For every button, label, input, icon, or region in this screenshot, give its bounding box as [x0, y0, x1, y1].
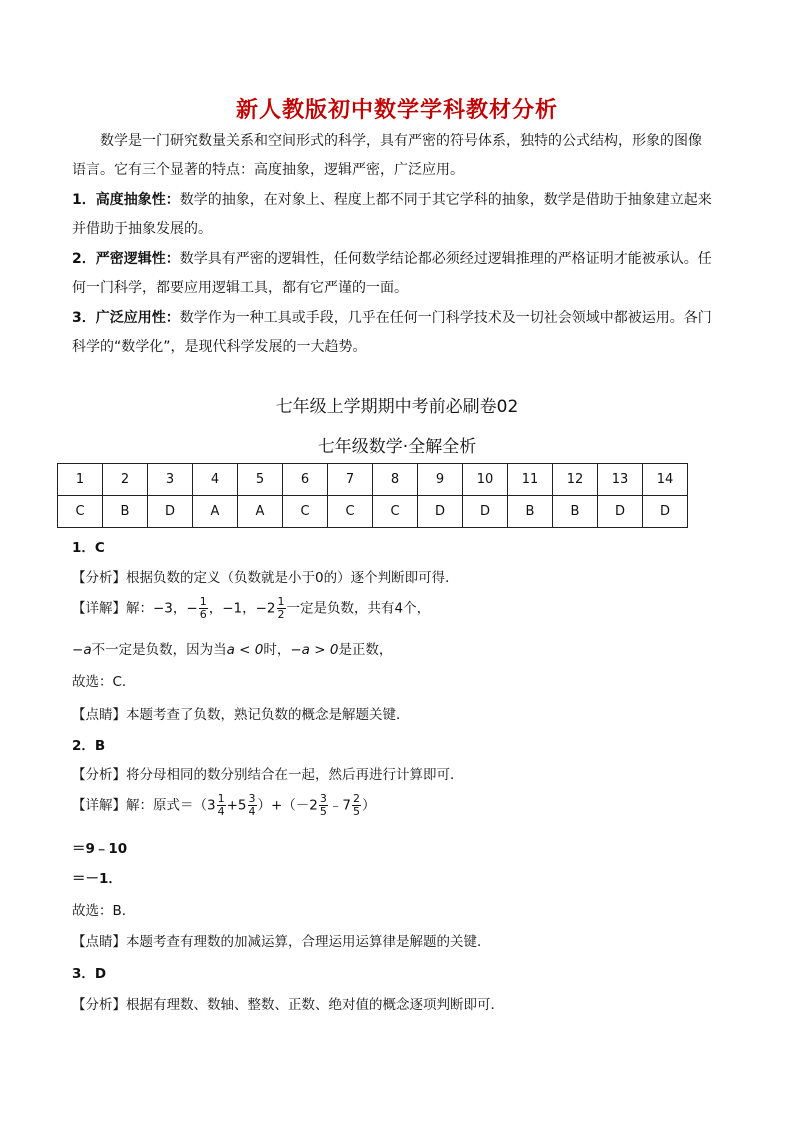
- answer-cell: C: [58, 496, 103, 528]
- q1-fraction-2: [277, 596, 286, 621]
- fraction-denominator: 5: [353, 805, 360, 818]
- q2-comment: 【点睛】本题考查有理数的加减运算，合理运用运算律是解题的关键．: [72, 934, 491, 950]
- q2-detail: [72, 793, 376, 818]
- fraction-numerator: 3: [248, 792, 256, 805]
- question-number-cell: 6: [283, 464, 328, 496]
- q1-term-c: 一定是负数，共有4个，: [286, 600, 431, 617]
- trait-label: 1．高度抽象性：: [72, 192, 180, 208]
- trait-item-1: [72, 186, 712, 244]
- q1-text-f: 是正数，: [338, 642, 393, 658]
- exam-subtitle: 七年级数学·全解全析: [317, 437, 477, 457]
- q2-end: ）: [362, 797, 376, 814]
- q1-detail-line2: [72, 638, 392, 658]
- fraction-numerator: 2: [353, 792, 360, 805]
- q2-fraction-3: [319, 793, 328, 818]
- answer-cell: B: [103, 496, 148, 528]
- q1-heading: 1．C: [72, 540, 105, 556]
- exam-title: 七年级上学期期中考前必刷卷02: [275, 397, 519, 417]
- answer-table-number-row: [58, 464, 688, 496]
- answer-cell: A: [238, 496, 283, 528]
- fraction-denominator: 4: [248, 805, 256, 818]
- question-number-cell: 11: [508, 464, 553, 496]
- answer-cell: D: [418, 496, 463, 528]
- q3-heading: 3．D: [72, 966, 107, 982]
- q3-analysis: 【分析】根据有理数、数轴、整数、正数、绝对值的概念逐项判断即可．: [72, 997, 504, 1013]
- fraction-numerator: 3: [319, 792, 327, 805]
- question-number-cell: 5: [238, 464, 283, 496]
- q1-fraction-1: [199, 596, 208, 621]
- answer-cell: A: [193, 496, 238, 528]
- page-title: 新人教版初中数学学科教材分析: [235, 98, 558, 123]
- answer-cell: C: [283, 496, 328, 528]
- q2-fraction-4: [352, 793, 361, 818]
- question-number-cell: 13: [598, 464, 643, 496]
- q1-minus: −: [72, 642, 84, 658]
- answer-cell: D: [598, 496, 643, 528]
- q1-cond-2: −a > 0: [290, 642, 339, 658]
- answer-cell: C: [373, 496, 418, 528]
- question-number-cell: 9: [418, 464, 463, 496]
- q1-detail: [72, 596, 430, 621]
- q1-term-b: ，−1，−2: [208, 600, 276, 617]
- q1-analysis: 【分析】根据负数的定义（负数就是小于0的）逐个判断即可得．: [72, 570, 459, 586]
- q1-var: a: [83, 642, 92, 658]
- trait-label: 3．广泛应用性：: [72, 310, 180, 326]
- q2-step-1: ＝9﹣10: [72, 841, 128, 857]
- intro-paragraph: 数学是一门研究数量关系和空间形式的科学，具有严密的符号体系，独特的公式结构，形象的图像语言。它有三个显著的特点：高度抽象，逻辑严密，广泛应用。: [72, 133, 702, 178]
- answer-cell: D: [643, 496, 688, 528]
- q1-comment: 【点睛】本题考查了负数，熟记负数的概念是解题关键．: [72, 707, 410, 723]
- question-number-cell: 3: [148, 464, 193, 496]
- trait-text: 数学的抽象，在对象上、程度上都不同于其它学科的抽象，数学是借助于抽象建立起来并借助于抽象发展的。: [72, 192, 712, 237]
- question-number-cell: 7: [328, 464, 373, 496]
- q1-cond: a < 0: [226, 642, 264, 658]
- q2-analysis: 【分析】将分母相同的数分别结合在一起，然后再进行计算即可．: [72, 767, 464, 783]
- answer-table: [57, 463, 688, 528]
- q2-fraction-1: [217, 793, 226, 818]
- question-number-cell: 4: [193, 464, 238, 496]
- answer-cell: D: [463, 496, 508, 528]
- q1-detail-prefix: 【详解】解：: [72, 600, 153, 617]
- answer-cell: B: [553, 496, 598, 528]
- q2-mid-2: ）+（－2: [257, 797, 318, 814]
- trait-text: 数学作为一种工具或手段，几乎在任何一门科学技术及一切社会领域中都被运用。各门科学的“数学化”，是现代科学发展的一大趋势。: [72, 310, 712, 355]
- q2-choice: 故选：B．: [72, 903, 136, 919]
- trait-item-2: [72, 245, 712, 303]
- question-number-cell: 14: [643, 464, 688, 496]
- fraction-denominator: 5: [319, 805, 327, 818]
- fraction-denominator: 6: [199, 608, 207, 621]
- question-number-cell: 2: [103, 464, 148, 496]
- fraction-numerator: 1: [277, 595, 285, 608]
- q2-mid-1: +5: [226, 797, 247, 814]
- fraction-denominator: 4: [217, 805, 225, 818]
- question-number-cell: 10: [463, 464, 508, 496]
- q1-text-d: 时，: [263, 642, 291, 658]
- question-number-cell: 8: [373, 464, 418, 496]
- trait-text: 数学具有严密的逻辑性，任何数学结论都必须经过逻辑推理的严格证明才能被承认。任何一门科学，都要应用逻辑工具，都有它严谨的一面。: [72, 251, 712, 296]
- answer-cell: C: [328, 496, 373, 528]
- q2-detail-prefix: 【详解】解：原式＝（3: [72, 797, 216, 814]
- q2-fraction-2: [248, 793, 257, 818]
- q1-choice: 故选：C．: [72, 674, 136, 690]
- answer-table-answer-row: [58, 496, 688, 528]
- trait-label: 2．严密逻辑性：: [72, 251, 180, 267]
- q2-mid-3: ﹣7: [328, 797, 351, 814]
- trait-item-3: [72, 304, 712, 362]
- question-number-cell: 12: [553, 464, 598, 496]
- fraction-numerator: 1: [199, 595, 207, 608]
- q2-heading: 2．B: [72, 738, 106, 754]
- q2-step-2: ＝－1．: [72, 871, 122, 887]
- q1-text-b: 不一定是负数，因为当: [91, 642, 227, 658]
- fraction-numerator: 1: [217, 792, 225, 805]
- question-number-cell: 1: [58, 464, 103, 496]
- q1-term-a: −3，−: [153, 600, 198, 617]
- answer-cell: B: [508, 496, 553, 528]
- answer-cell: D: [148, 496, 193, 528]
- fraction-denominator: 2: [277, 608, 285, 621]
